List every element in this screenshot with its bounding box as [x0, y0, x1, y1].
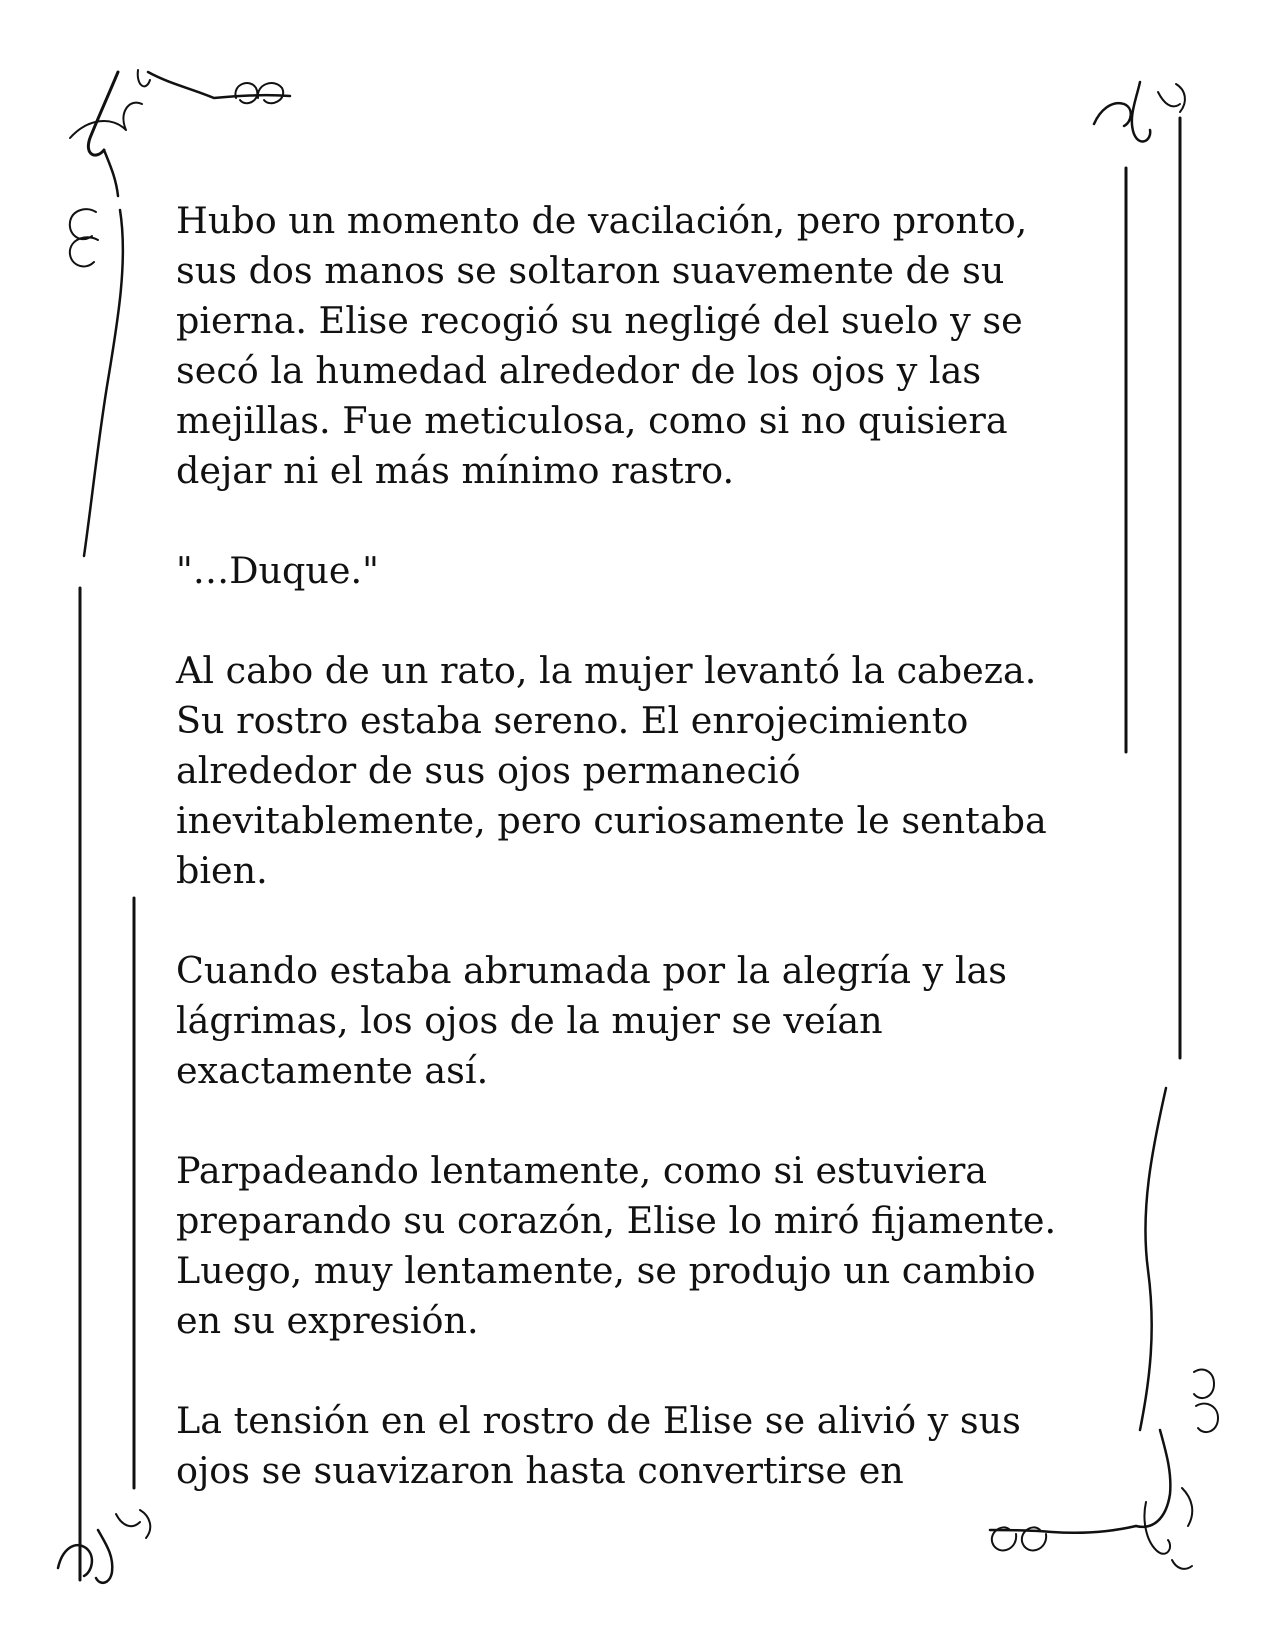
text-line: en su expresión. [176, 1299, 479, 1342]
text-line: exactamente así. [176, 1049, 489, 1092]
text-line: Su rostro estaba sereno. El enrojecimiento [176, 699, 969, 742]
text-line: alrededor de sus ojos permaneció [176, 749, 801, 792]
text-line: Luego, muy lentamente, se produjo un cambio [176, 1249, 1036, 1292]
text-line: pierna. Elise recogió su negligé del suelo y se [176, 299, 1023, 342]
text-line: Cuando estaba abrumada por la alegría y las [176, 949, 1008, 992]
text-line: Al cabo de un rato, la mujer levantó la cabeza. [176, 649, 1037, 692]
text-line: ojos se suavizaron hasta convertirse en [176, 1449, 904, 1492]
top-right-flourish [1094, 82, 1185, 142]
story-text [176, 196, 1106, 1546]
text-line: mejillas. Fue meticulosa, como si no quisiera [176, 399, 1008, 442]
text-line: inevitablemente, pero curiosamente le sentaba [176, 799, 1047, 842]
text-line: Parpadeando lentamente, como si estuviera [176, 1149, 988, 1192]
paragraph [176, 196, 1106, 496]
text-line: dejar ni el más mínimo rastro. [176, 449, 735, 492]
text-line: lágrimas, los ojos de la mujer se veían [176, 999, 883, 1042]
paragraph [176, 1146, 1106, 1346]
paragraph [176, 946, 1106, 1096]
text-line: sus dos manos se soltaron suavemente de su [176, 249, 1005, 292]
bottom-left-flourish [58, 1510, 150, 1583]
text-line: bien. [176, 849, 268, 892]
text-line: "…Duque." [176, 549, 379, 592]
text-line: secó la humedad alrededor de los ojos y las [176, 349, 982, 392]
text-line: La tensión en el rostro de Elise se alivió y sus [176, 1399, 1021, 1442]
text-line: Hubo un momento de vacilación, pero pronto, [176, 199, 1028, 242]
text-line: preparando su corazón, Elise lo miró fijamente. [176, 1199, 1057, 1242]
paragraph [176, 546, 1106, 596]
paragraph [176, 1396, 1106, 1496]
paragraph [176, 646, 1106, 896]
